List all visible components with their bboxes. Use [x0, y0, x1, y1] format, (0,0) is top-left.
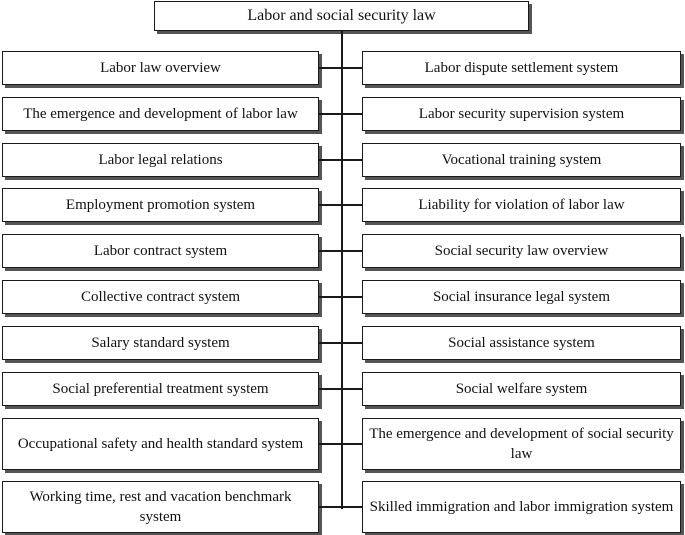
right-node-label: Social security law overview — [434, 243, 609, 259]
right-node — [362, 188, 681, 222]
right-node-label: Social welfare system — [455, 381, 588, 397]
left-node-label: Working time, rest and vacation benchmark system — [29, 489, 292, 525]
root-node-label: Labor and social security law — [247, 7, 436, 24]
left-connector — [319, 388, 342, 390]
left-connector — [319, 443, 342, 445]
left-node — [2, 418, 319, 470]
left-node — [2, 143, 319, 177]
right-node — [362, 234, 681, 268]
right-node — [362, 143, 681, 177]
left-connector — [319, 113, 342, 115]
right-node-label: Labor dispute settlement system — [424, 60, 619, 76]
left-node-label: Labor legal relations — [98, 152, 223, 168]
right-connector — [342, 204, 362, 206]
left-node — [2, 372, 319, 406]
left-node — [2, 97, 319, 131]
right-node-label: Social assistance system — [448, 335, 595, 351]
right-connector — [342, 113, 362, 115]
left-node — [2, 234, 319, 268]
left-node-label: Labor contract system — [93, 243, 228, 259]
left-node-label: Occupational safety and health standard system — [17, 436, 304, 452]
left-connector — [319, 342, 342, 344]
root-node — [154, 1, 529, 31]
left-node-label: Social preferential treatment system — [52, 381, 269, 397]
right-node — [362, 326, 681, 360]
left-node-label: Salary standard system — [91, 335, 230, 351]
right-node-label: Labor security supervision system — [418, 106, 625, 122]
right-node-label: Skilled immigration and labor immigration system — [369, 499, 674, 515]
left-connector — [319, 250, 342, 252]
right-node-label: Social insurance legal system — [432, 289, 611, 305]
right-connector — [342, 159, 362, 161]
right-node — [362, 97, 681, 131]
left-connector — [319, 159, 342, 161]
right-connector — [342, 296, 362, 298]
right-connector — [342, 388, 362, 390]
left-connector — [319, 204, 342, 206]
right-node — [362, 418, 681, 470]
left-node — [2, 188, 319, 222]
left-node — [2, 481, 319, 533]
right-connector — [342, 342, 362, 344]
right-connector — [342, 250, 362, 252]
right-node-label: Vocational training system — [441, 152, 602, 168]
right-node-label: The emergence and development of social security law — [369, 426, 674, 462]
left-node-label: The emergence and development of labor law — [23, 106, 298, 122]
right-node — [362, 481, 681, 533]
left-node — [2, 280, 319, 314]
left-connector — [319, 506, 342, 508]
right-node-label: Liability for violation of labor law — [418, 197, 625, 213]
left-node — [2, 51, 319, 85]
left-node-label: Employment promotion system — [65, 197, 256, 213]
left-node-label: Collective contract system — [80, 289, 241, 305]
right-node — [362, 372, 681, 406]
left-node — [2, 326, 319, 360]
left-connector — [319, 296, 342, 298]
right-node — [362, 51, 681, 85]
trunk-line — [341, 31, 343, 509]
right-connector — [342, 443, 362, 445]
right-connector — [342, 506, 362, 508]
right-connector — [342, 67, 362, 69]
left-node-label: Labor law overview — [100, 60, 221, 76]
left-connector — [319, 67, 342, 69]
right-node — [362, 280, 681, 314]
